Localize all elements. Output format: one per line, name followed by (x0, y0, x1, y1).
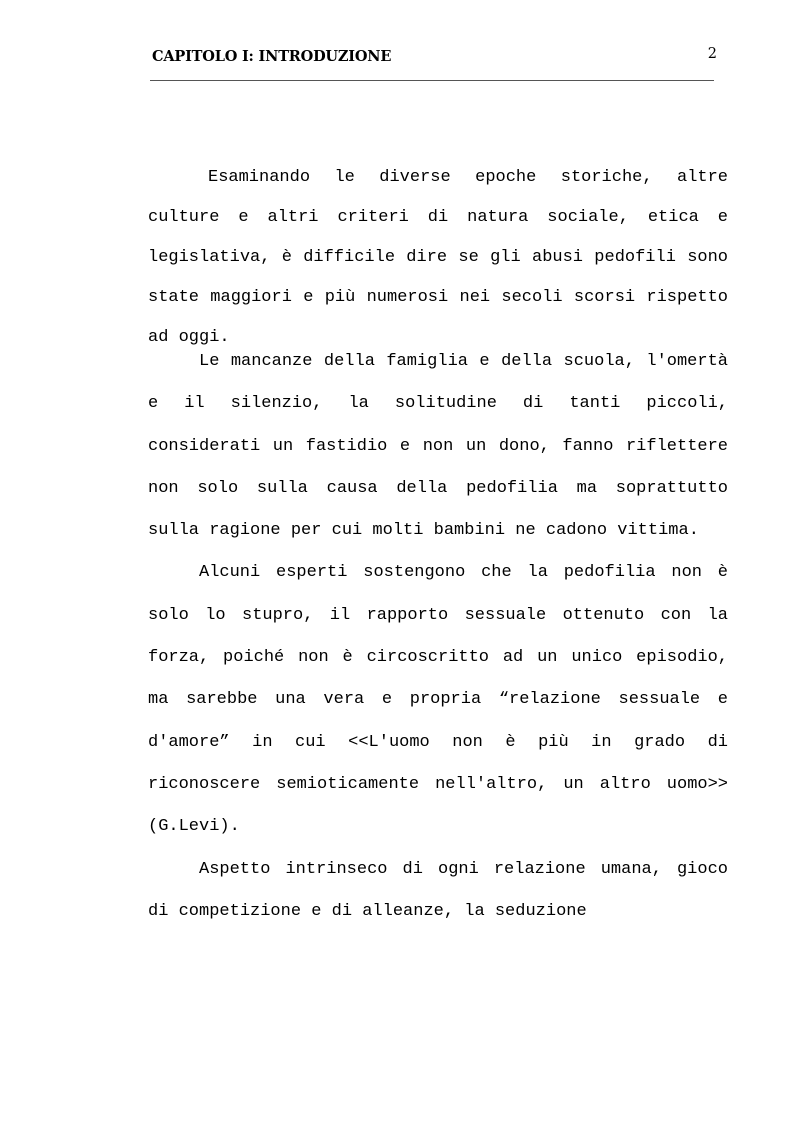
chapter-title: CAPITOLO I: INTRODUZIONE (152, 48, 392, 65)
paragraph-4: Aspetto intrinseco di ogni relazione umana, gioco di competizione e di alleanze, la seduzione (148, 859, 728, 921)
paragraph-2: Le mancanze della famiglia e della scuola, l'omertà e il silenzio, la solitudine di tanti piccoli, considerati un fastidio e non un dono, fanno riflettere non solo sulla causa della pedofilia ma soprattutto sulla ragione per cui molti bambini ne cadono vittima. (148, 352, 728, 541)
page-number: 2 (707, 46, 717, 62)
page-header (150, 46, 717, 81)
paragraph-3: Alcuni esperti sostengono che la pedofilia non è solo lo stupro, il rapporto sessuale ottenuto con la forza, poiché non è circoscritto ad un unico episodio, ma sarebbe una vera e propria “relazione sessuale e d'amore” in cui <<L'uomo non è più in grado di riconoscere semioticamente nell'altro, un altro uomo>> (G.Levi). (148, 563, 728, 837)
paragraph-1: Esaminando le diverse epoche storiche, altre culture e altri criteri di natura sociale, etica e legislativa, è difficile dire se gli abusi pedofili sono state maggiori e più numerosi nei secoli scorsi rispetto ad oggi. (148, 168, 728, 347)
body-text (148, 158, 728, 933)
